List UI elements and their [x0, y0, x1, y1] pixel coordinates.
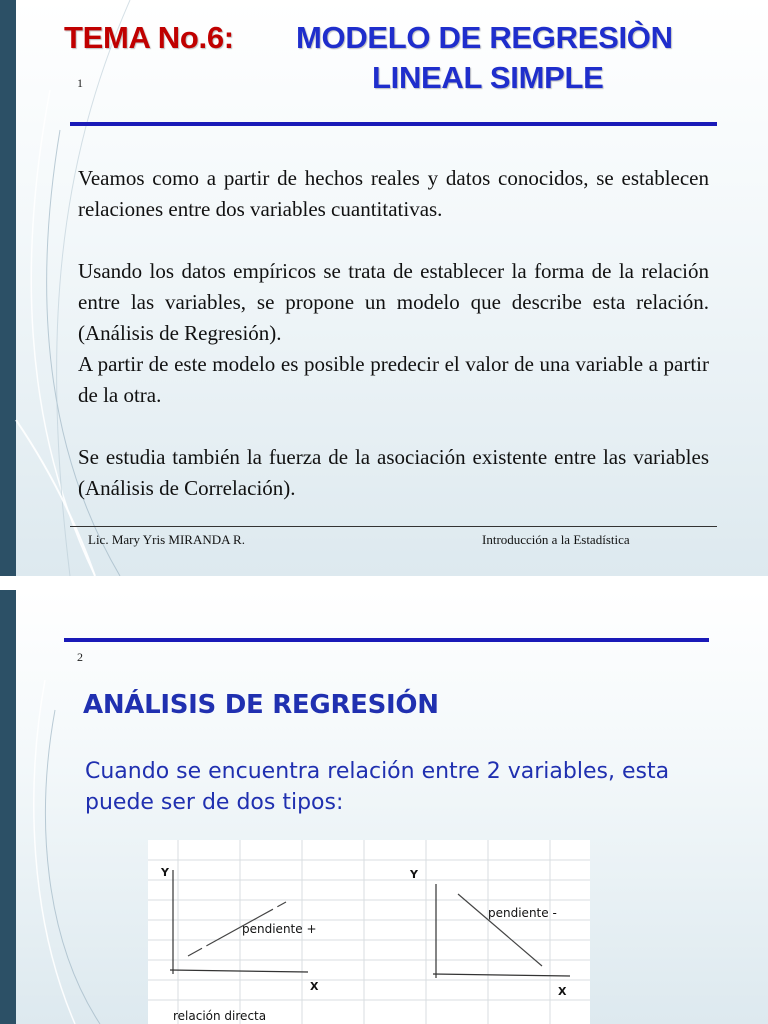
slide-2 [0, 590, 768, 1024]
grid-lines [148, 840, 590, 1024]
negative-slope-label: pendiente - [488, 906, 557, 920]
section-text: Cuando se encuentra relación entre 2 variables, esta puede ser de dos tipos: [85, 759, 670, 815]
positive-slope-label: pendiente + [242, 922, 317, 936]
left-y-axis-label: Y [161, 866, 169, 879]
footer-divider [70, 526, 717, 527]
paragraph-correlation: Se estudia también la fuerza de la asociación existente entre las variables (Análisis de Correlación). [78, 445, 709, 500]
negative-slope-line [458, 894, 542, 966]
section-heading: ANÁLISIS DE REGRESIÓN [83, 690, 439, 720]
right-x-axis [433, 974, 570, 976]
right-x-axis-label: X [558, 985, 567, 998]
slide-title-prefix: TEMA No.6: [64, 20, 234, 55]
slide-gap [0, 576, 768, 590]
footer-course: Introducción a la Estadística [482, 532, 630, 547]
right-y-axis-label: Y [410, 868, 418, 881]
title-divider [64, 638, 709, 642]
slide-number: 2 [77, 650, 83, 664]
paragraph-intro: Veamos como a partir de hechos reales y datos conocidos, se establecen relaciones entre dos variables cuantitativas. [78, 166, 709, 221]
direct-relation-caption: relación directa [173, 1009, 267, 1023]
title-divider [70, 122, 717, 126]
slide-number: 1 [77, 76, 83, 90]
paragraph-prediction: A partir de este modelo es posible predecir el valor de una variable a partir de la otra. [78, 352, 709, 407]
slide-body [78, 163, 709, 504]
regression-types-figure [148, 840, 590, 1024]
left-x-axis [170, 970, 308, 972]
footer-author: Lic. Mary Yris MIRANDA R. [88, 532, 245, 547]
paragraph-regression: Usando los datos empíricos se trata de establecer la forma de la relación entre las variables, se propone un modelo que describe esta relación. (Análisis de Regresión). [78, 259, 709, 345]
graph-negative-slope [409, 868, 570, 998]
regression-graphs [148, 840, 590, 1024]
left-x-axis-label: X [310, 980, 319, 993]
slide-title-line-2: LINEAL SIMPLE [372, 60, 604, 95]
slide-title-line-1: MODELO DE REGRESIÒN [296, 20, 673, 55]
